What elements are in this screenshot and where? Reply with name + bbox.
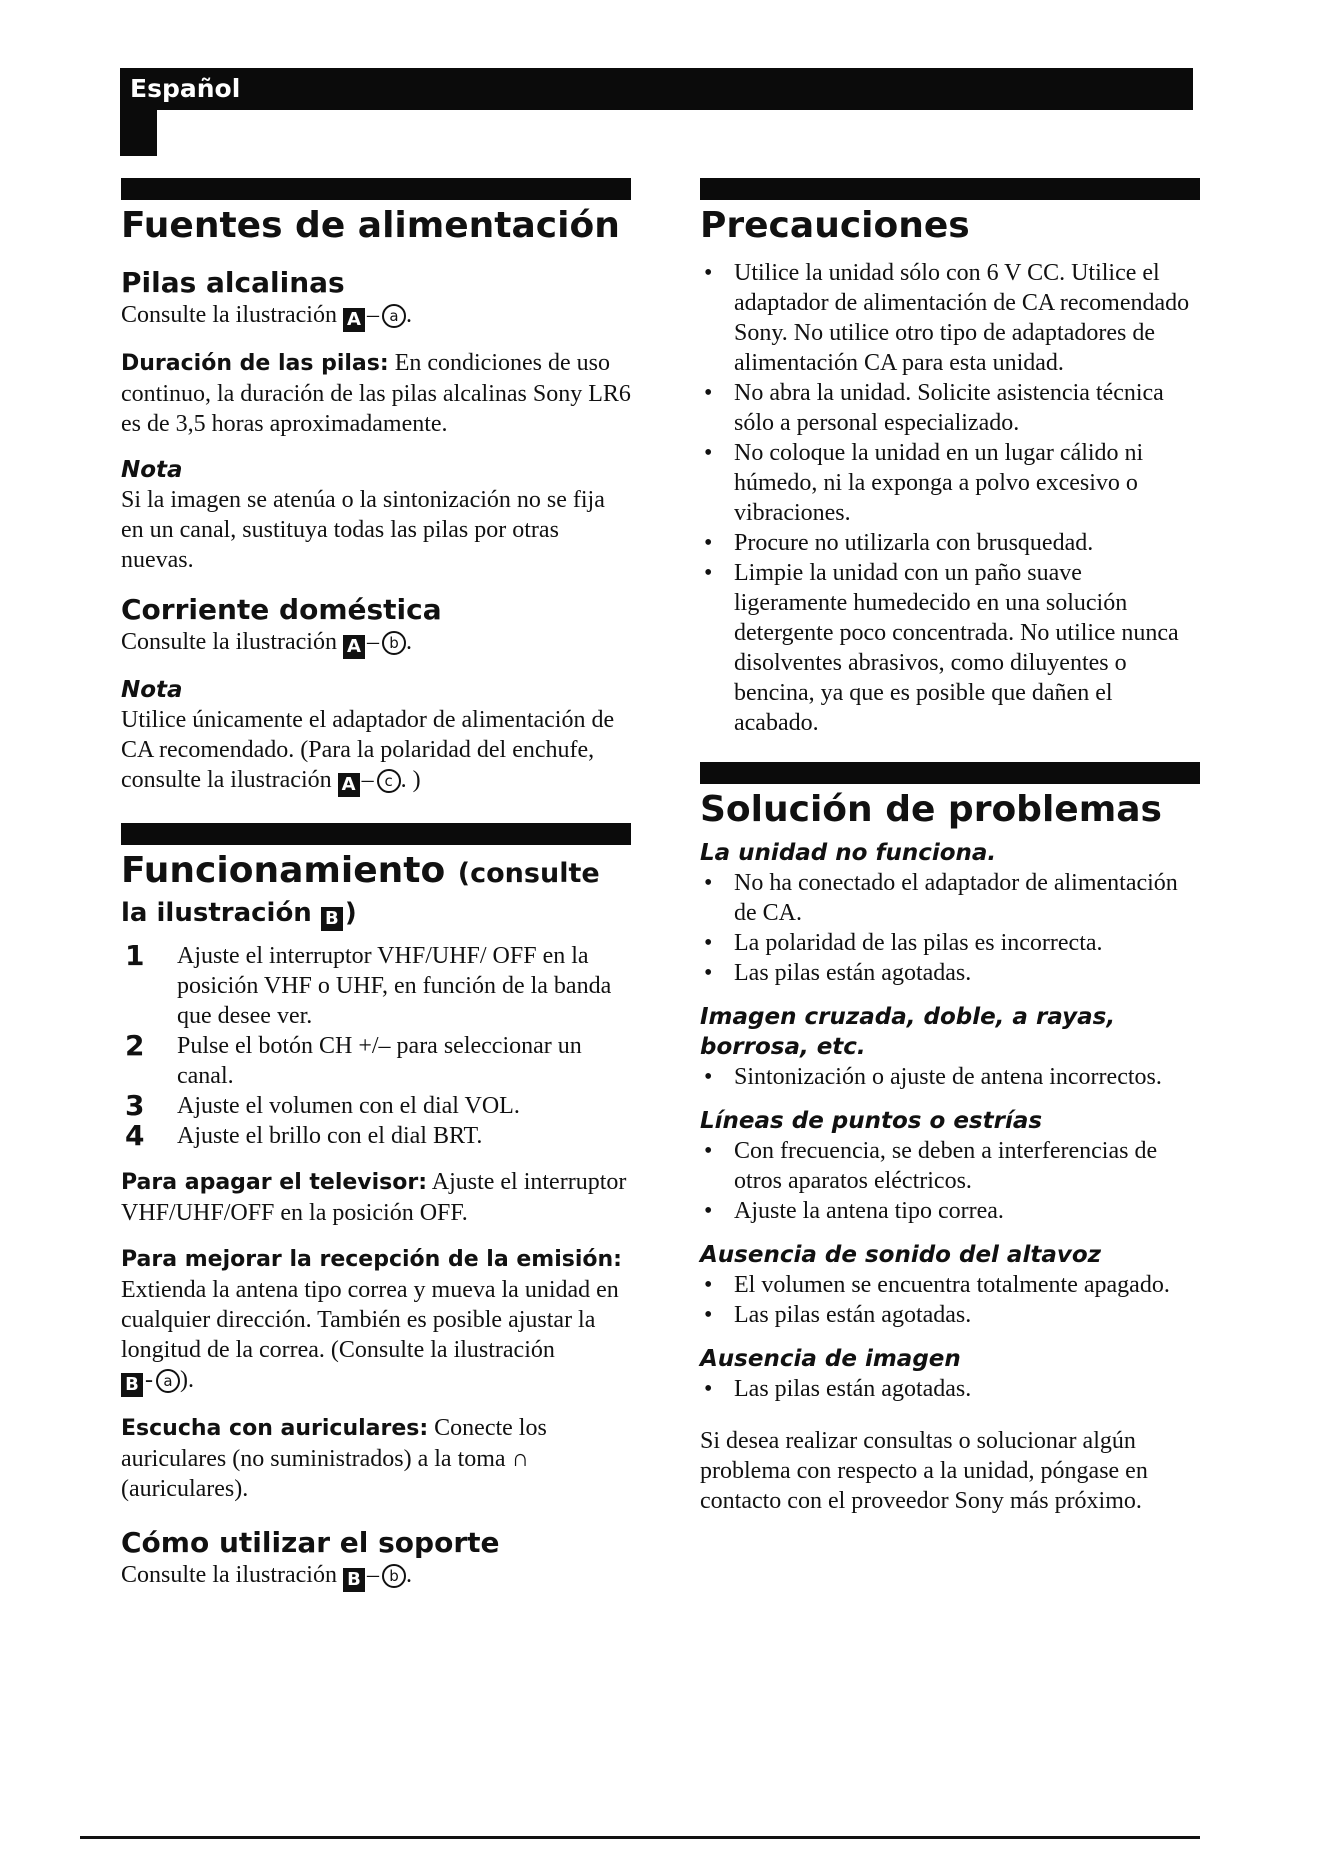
causes-list: [700, 1270, 1200, 1330]
illustration-reference: Consulte la ilustración A – b .: [121, 629, 412, 657]
figure-label: B: [321, 907, 343, 931]
section-subtitle: la ilustración B ): [121, 898, 357, 929]
list-item: • Utilice la unidad sólo con 6 V CC. Utilice el adaptador de alimentación de CA recomendado Sony. No utilice otro tipo de adaptadores de alimentación CA para esta unidad.: [700, 258, 1200, 378]
note-text: Si la imagen se atenúa o la sintonización no se fija en un canal, sustituya todas las pilas por otras nuevas.: [121, 487, 605, 573]
closing-text: Si desea realizar consultas o solucionar algún problema con respecto a la unidad, póngase en contacto con el proveedor Sony más próximo.: [700, 1428, 1148, 1514]
step-item: 4 Ajuste el brillo con el dial BRT.: [125, 1119, 483, 1152]
item-label: a: [156, 1369, 180, 1393]
reception-text: Para mejorar la recepción de la emisión: Extienda la antena tipo correa y mueva la unidad en cualquier dirección. También es posible ajustar la longitud de la correa. (Consulte la ilustración B - a ).: [121, 1247, 622, 1395]
troubleshooting-section: [700, 762, 1200, 1516]
stand-section: [121, 1526, 631, 1592]
subsection-title-alkaline: Pilas alcalinas: [121, 266, 345, 299]
header-bar-tab: [120, 110, 157, 156]
operation-section: [121, 823, 631, 1504]
item-label: b: [382, 631, 406, 655]
problem-heading: La unidad no funciona.: [700, 840, 997, 866]
note-heading: Nota: [121, 677, 183, 703]
headphones-icon: ∩: [511, 1446, 529, 1472]
problem-heading: Líneas de puntos o estrías: [700, 1108, 1043, 1134]
list-item: • Ajuste la antena tipo correa.: [700, 1196, 1200, 1226]
item-label: a: [382, 304, 406, 328]
section-title: Fuentes de alimentación: [121, 205, 620, 246]
causes-list: [700, 1136, 1200, 1226]
list-item: • No coloque la unidad en un lugar cálido ni húmedo, ni la exponga a polvo excesivo o vibraciones.: [700, 438, 1200, 528]
left-column: [121, 178, 631, 1592]
list-item: • Limpie la unidad con un paño suave ligeramente humedecido en una solución detergente poco concentrada. No utilice nunca disolventes abrasivos, como diluyentes o bencina, ya que es posible que dañen el acabado.: [700, 558, 1200, 738]
section-rule: [700, 762, 1200, 784]
list-item: • La polaridad de las pilas es incorrecta.: [700, 928, 1200, 958]
illustration-reference: Consulte la ilustración A – a .: [121, 302, 412, 330]
step-item: 1 Ajuste el interruptor VHF/UHF/ OFF en la posición VHF o UHF, en función de la banda que desee ver.: [125, 939, 612, 1029]
list-item: • Las pilas están agotadas.: [700, 1374, 1200, 1404]
section-title: Precauciones: [700, 205, 970, 246]
problem-heading: Imagen cruzada, doble, a rayas, borrosa, etc.: [700, 1004, 1116, 1060]
power-sources-section: [121, 178, 631, 797]
section-title: Solución de problemas: [700, 789, 1162, 830]
subsection-title-house-current: Corriente doméstica: [121, 593, 442, 626]
section-title: Funcionamiento (consulte: [121, 850, 600, 891]
figure-label: B: [121, 1373, 143, 1397]
list-item: • No ha conectado el adaptador de alimentación de CA.: [700, 868, 1200, 928]
list-item: • El volumen se encuentra totalmente apagado.: [700, 1270, 1200, 1300]
causes-list: [700, 868, 1200, 988]
note-heading: Nota: [121, 457, 183, 483]
battery-duration-text: Duración de las pilas: En condiciones de uso continuo, la duración de las pilas alcalinas Sony LR6 es de 3,5 horas aproximadamente.: [121, 350, 631, 437]
item-label: b: [382, 1564, 406, 1588]
right-column: [700, 178, 1200, 1516]
list-item: • Sintonización o ajuste de antena incorrectos.: [700, 1062, 1200, 1092]
figure-label: B: [343, 1568, 365, 1592]
figure-label: A: [343, 635, 365, 659]
item-label: c: [377, 769, 401, 793]
headphones-text: Escucha con auriculares: Conecte los auriculares (no suministrados) a la toma ∩ (auriculares).: [121, 1415, 547, 1502]
problem-heading: Ausencia de sonido del altavoz: [700, 1242, 1102, 1268]
list-item: • No abra la unidad. Solicite asistencia técnica sólo a personal especializado.: [700, 378, 1200, 438]
list-item: • Las pilas están agotadas.: [700, 1300, 1200, 1330]
figure-label: A: [343, 308, 365, 332]
subsection-title-stand: Cómo utilizar el soporte: [121, 1526, 500, 1559]
list-item: • Con frecuencia, se deben a interferencias de otros aparatos eléctricos.: [700, 1136, 1200, 1196]
problem-heading: Ausencia de imagen: [700, 1346, 961, 1372]
illustration-reference: Consulte la ilustración B – b .: [121, 1562, 412, 1590]
step-item: 3 Ajuste el volumen con el dial VOL.: [125, 1089, 520, 1122]
bottom-rule: [80, 1836, 1200, 1839]
language-label: Español: [130, 74, 241, 103]
precautions-list: [700, 258, 1200, 738]
step-item: 2 Pulse el botón CH +/– para seleccionar un canal.: [125, 1029, 582, 1089]
precautions-section: [700, 178, 1200, 738]
figure-label: A: [338, 773, 360, 797]
turn-off-text: Para apagar el televisor: Ajuste el interruptor VHF/UHF/OFF en la posición OFF.: [121, 1169, 627, 1226]
section-rule: [700, 178, 1200, 200]
list-item: • Las pilas están agotadas.: [700, 958, 1200, 988]
language-header-bar: [120, 68, 1193, 110]
causes-list: [700, 1374, 1200, 1404]
list-item: • Procure no utilizarla con brusquedad.: [700, 528, 1200, 558]
section-rule: [121, 823, 631, 845]
causes-list: [700, 1062, 1200, 1092]
note-text: Utilice únicamente el adaptador de alimentación de CA recomendado. (Para la polaridad del enchufe, consulte la ilustración A – c . ): [121, 707, 615, 795]
section-rule: [121, 178, 631, 200]
steps-list: [121, 941, 631, 1151]
